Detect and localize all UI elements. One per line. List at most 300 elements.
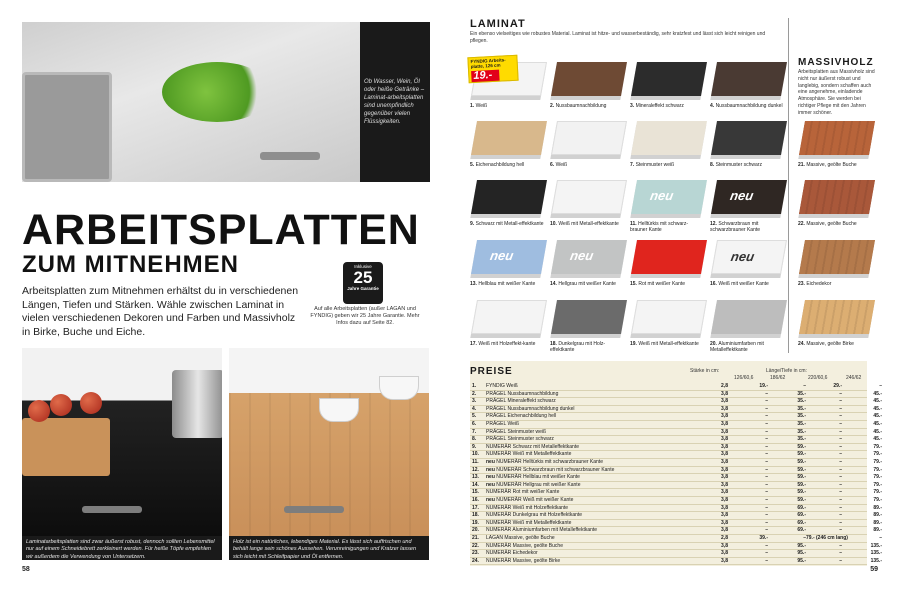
row-product: PRÄGEL Nussbaumnachbildung	[486, 390, 559, 397]
row-price-186: 69.-	[797, 512, 806, 519]
row-price-126: 19.-	[759, 383, 768, 389]
laminat-swatch	[710, 300, 784, 354]
laminat-swatch	[710, 121, 784, 168]
row-price-186: 35.-	[797, 405, 806, 412]
row-product: PRÄGEL Eichenachbildung hell	[486, 413, 557, 420]
swatch-tile	[799, 121, 875, 155]
row-staerke: 3,8	[721, 527, 728, 534]
swatch-tile	[631, 180, 707, 214]
row-price-126: –	[765, 497, 768, 503]
row-staerke: 3,8	[721, 497, 728, 503]
row-price-126: –	[765, 443, 768, 450]
row-staerke: 2,8	[721, 535, 728, 541]
swatch-tile	[631, 62, 707, 96]
row-price-186: –	[803, 535, 806, 541]
row-price-220: –	[839, 519, 842, 526]
row-price-220: –	[839, 504, 842, 511]
row-price-246: 45.-	[873, 390, 882, 397]
row-product: NUMERÄR Eichedekor	[486, 550, 538, 557]
swatch-tile	[799, 240, 875, 274]
swatch-tile	[799, 300, 875, 334]
drawer-handle	[284, 506, 344, 513]
intro-text: Arbeitsplatten zum Mitnehmen erhältst du in verschiedenen Längen, Tiefen und Stärken. Wähle zwischen Laminat in vielen verschiedenen Dekoren und Farben und Massivholz in Birke, Buche und Eiche.	[22, 285, 299, 338]
row-number: 8.	[472, 436, 477, 443]
row-staerke: 3,8	[721, 390, 728, 397]
apple-image	[28, 400, 50, 422]
row-price-220: 79.- (246 cm lang)	[806, 535, 848, 541]
swatch-label: 24. Massive, geölte Birke	[798, 341, 854, 347]
row-price-126: –	[765, 489, 768, 496]
price-row	[470, 398, 882, 406]
row-price-246: 45.-	[873, 413, 882, 420]
price-tag-name: FYNDIG Arbeits-platte, 126 cm	[470, 57, 506, 70]
swatch-label: 14. Hellgrau mit weißer Kante	[550, 281, 616, 287]
laminat-description: Ein ebenso vielseitiges wie robustes Material. Laminat ist hitze- und wasserbeständig, sehr kratzfest und lässt sich leicht reinigen und pflegen.	[470, 31, 766, 44]
swatch-tile	[471, 300, 547, 334]
laminat-swatch	[630, 180, 704, 234]
row-staerke: 3,8	[721, 443, 728, 450]
row-price-220: –	[839, 436, 842, 443]
row-price-220: –	[839, 390, 842, 397]
guarantee-number: 25	[353, 268, 373, 287]
row-price-246: 135.-	[870, 542, 882, 549]
row-product: PRÄGEL Mineraleffekt schwarz	[486, 398, 556, 405]
swatch-tile	[711, 300, 787, 334]
row-price-186: 95.-	[797, 542, 806, 549]
swatch-tile	[471, 121, 547, 155]
row-price-126: –	[765, 405, 768, 412]
price-row	[470, 527, 882, 535]
price-row	[470, 512, 882, 520]
row-price-126: –	[765, 557, 768, 564]
row-number: 5.	[472, 413, 477, 420]
row-price-186: 69.-	[797, 519, 806, 526]
row-price-246: –	[879, 535, 882, 541]
row-product: neu NUMERÄR Schwarzbraun mit schwarzbrauner Kante	[486, 466, 615, 473]
swatch-tile	[711, 240, 787, 274]
row-price-186: 59.-	[797, 497, 806, 503]
row-price-246: 79.-	[873, 474, 882, 481]
row-product: NUMERÄR Weiß mit Metalleffektkante	[486, 519, 572, 526]
row-number: 22.	[472, 542, 479, 549]
row-product: NUMERÄR Massive, geölte Birke	[486, 557, 561, 564]
laminat-swatch	[470, 180, 544, 227]
row-price-220: –	[839, 451, 842, 458]
massivholz-swatch	[798, 121, 872, 168]
price-row	[470, 413, 882, 421]
row-price-126: 39.-	[759, 535, 768, 541]
row-staerke: 3,8	[721, 512, 728, 519]
guarantee-label: Jahre Garantie	[347, 286, 379, 291]
page-number-left: 58	[22, 566, 30, 573]
row-price-186: 35.-	[797, 421, 806, 427]
laminat-swatch	[470, 57, 544, 109]
row-price-246: 45.-	[873, 428, 882, 435]
swatch-label: 13. Hellblau mit weißer Kante	[470, 281, 536, 287]
row-staerke: 3,8	[721, 474, 728, 481]
laminat-swatch	[550, 240, 624, 287]
row-price-186: 35.-	[797, 398, 806, 405]
row-price-126: –	[765, 519, 768, 526]
row-price-126: –	[765, 474, 768, 481]
row-price-246: 79.-	[873, 481, 882, 488]
row-price-220: –	[839, 459, 842, 465]
row-staerke: 3,8	[721, 436, 728, 443]
row-staerke: 3,8	[721, 504, 728, 511]
row-price-220: –	[839, 443, 842, 450]
row-staerke: 3,8	[721, 421, 728, 427]
row-price-220: –	[839, 466, 842, 473]
header-col-4: 246/62	[846, 375, 862, 381]
black-countertop-photo	[22, 348, 222, 536]
swatch-label: 15. Rot mit weißer Kante	[630, 281, 686, 287]
sink-caption-box	[360, 22, 430, 182]
laminat-swatch	[710, 180, 784, 234]
swatch-label: 5. Eichenachbildung hell	[470, 162, 525, 168]
row-price-246: 79.-	[873, 459, 882, 465]
row-price-186: 95.-	[797, 557, 806, 564]
cutting-board	[22, 418, 110, 476]
swatch-tile	[471, 240, 547, 274]
row-number: 21.	[472, 535, 479, 541]
row-price-246: 89.-	[873, 504, 882, 511]
laminat-swatch	[550, 300, 624, 354]
drawer-handle	[82, 506, 142, 513]
row-staerke: 3,8	[721, 481, 728, 488]
row-number: 6.	[472, 421, 477, 427]
row-price-246: 135.-	[870, 550, 882, 557]
price-row	[470, 535, 882, 543]
price-row	[470, 550, 882, 558]
fyndig-price-tag	[467, 55, 518, 84]
swatch-label: 12. Schwarzbraun mit schwarzbrauner Kante	[710, 221, 761, 234]
laminat-swatch	[710, 240, 784, 287]
row-price-246: 79.-	[873, 489, 882, 496]
row-staerke: 3,8	[721, 519, 728, 526]
swatch-label: 23. Eichedekor	[798, 281, 832, 287]
row-product: FYNDIG Weiß	[486, 383, 518, 389]
swatch-label: 3. Mineraleffekt schwarz	[630, 103, 684, 109]
row-product: neu NUMERÄR Hellgrau mit weißer Kante	[486, 481, 581, 488]
guarantee-text: Auf alle Arbeitsplatten (außer LAGAN und FYNDIG) geben wir 25 Jahre Garantie. Mehr Infos dazu auf Seite 82.	[310, 306, 420, 327]
row-number: 11.	[472, 459, 479, 465]
row-staerke: 3,8	[721, 398, 728, 405]
header-col-3: 220/60,6	[808, 375, 828, 381]
row-price-126: –	[765, 390, 768, 397]
row-price-186: 69.-	[797, 504, 806, 511]
row-number: 4.	[472, 405, 477, 412]
row-number: 20.	[472, 527, 479, 534]
row-staerke: 3,8	[721, 459, 728, 465]
teacup	[379, 376, 419, 400]
sink-caption: Ob Wasser, Wein, Öl oder heiße Getränke – Laminat-arbeitsplatten sind unempfindlich gegenüber vielen Flüssigkeiten.	[364, 79, 425, 126]
row-price-126: –	[765, 459, 768, 465]
row-staerke: 2,8	[721, 383, 728, 389]
laminat-title: LAMINAT	[470, 18, 526, 30]
row-price-246: 45.-	[873, 421, 882, 427]
row-price-126: –	[765, 398, 768, 405]
swatch-tile	[711, 121, 787, 155]
swatch-label: 1. Weiß	[470, 103, 488, 109]
row-price-126: –	[765, 466, 768, 473]
swatch-label: 10. Weiß mit Metall-effektkante	[550, 221, 619, 227]
price-row	[470, 557, 882, 566]
row-price-186: 59.-	[797, 459, 806, 465]
row-price-246: 45.-	[873, 436, 882, 443]
row-price-186: 35.-	[797, 390, 806, 397]
price-row	[470, 497, 882, 505]
price-tag-value: 19.-	[471, 70, 500, 82]
row-price-246: –	[879, 383, 882, 389]
swatch-label: 7. Steinmuster weiß	[630, 162, 675, 168]
apple-image	[80, 392, 102, 414]
swatch-tile	[711, 62, 787, 96]
row-number: 17.	[472, 504, 479, 511]
row-staerke: 3,8	[721, 550, 728, 557]
row-price-126: –	[765, 451, 768, 458]
row-price-186: 95.-	[797, 550, 806, 557]
row-price-126: –	[765, 527, 768, 534]
header-staerke: Stärke in cm:	[690, 368, 720, 374]
header-col-2: 186/62	[770, 375, 786, 381]
row-price-246: 79.-	[873, 497, 882, 503]
laminat-swatch	[550, 180, 624, 227]
row-price-126: –	[765, 542, 768, 549]
row-price-246: 45.-	[873, 405, 882, 412]
swatch-label: 17. Weiß mit Holzeffekt-kante	[470, 341, 536, 347]
swatch-tile	[799, 180, 875, 214]
lettuce-image	[162, 62, 272, 122]
row-staerke: 3,8	[721, 428, 728, 435]
row-price-220: –	[839, 497, 842, 503]
row-staerke: 3,8	[721, 489, 728, 496]
row-price-126: –	[765, 413, 768, 420]
row-price-220: –	[839, 474, 842, 481]
row-price-126: –	[765, 481, 768, 488]
row-number: 13.	[472, 474, 479, 481]
row-number: 24.	[472, 557, 479, 564]
row-price-220: –	[839, 413, 842, 420]
row-product: PRÄGEL Nussbaumnachbildung dunkel	[486, 405, 575, 412]
row-price-126: –	[765, 550, 768, 557]
price-row	[470, 421, 882, 429]
swatch-label: 6. Weiß	[550, 162, 568, 168]
row-staerke: 3,8	[721, 542, 728, 549]
row-number: 23.	[472, 550, 479, 557]
row-staerke: 3,8	[721, 405, 728, 412]
massivholz-swatch	[798, 240, 872, 287]
row-price-246: 79.-	[873, 451, 882, 458]
page-number-right: 59	[870, 566, 878, 573]
row-price-126: –	[765, 504, 768, 511]
swatch-tile	[711, 180, 787, 214]
swatch-label: 21. Massive, geölte Buche	[798, 162, 857, 168]
row-number: 19.	[472, 519, 479, 526]
swatch-label: 22. Massive, geölte Buche	[798, 221, 857, 227]
column-divider	[788, 18, 789, 353]
neu-badge: neu	[648, 188, 675, 203]
row-price-186: 35.-	[797, 413, 806, 420]
row-product: NUMERÄR Rot mit weißer Kante	[486, 489, 560, 496]
header-col-1: 126/60,6	[734, 375, 754, 381]
swatch-tile	[631, 300, 707, 334]
apple-image	[50, 394, 72, 416]
row-price-186: 69.-	[797, 527, 806, 534]
laminat-swatch	[630, 62, 704, 109]
row-product: NUMERÄR Massive, geölte Buche	[486, 542, 563, 549]
row-price-186: 35.-	[797, 436, 806, 443]
row-product: NUMERÄR Weiß mit Holzeffektkante	[486, 504, 569, 511]
row-price-220: –	[839, 542, 842, 549]
laminat-swatch	[470, 121, 544, 168]
row-price-246: 45.-	[873, 398, 882, 405]
row-price-186: 59.-	[797, 474, 806, 481]
massivholz-swatch	[798, 300, 872, 347]
row-product: neu NUMERÄR Weiß mit weißer Kante	[486, 497, 574, 503]
row-price-186: –	[803, 383, 806, 389]
row-price-126: –	[765, 436, 768, 443]
row-price-220: –	[839, 512, 842, 519]
row-price-220: –	[839, 550, 842, 557]
price-row	[470, 474, 882, 482]
swatch-label: 11. Helltürkis mit schwarz-brauner Kante	[630, 221, 689, 234]
swatch-tile	[631, 121, 707, 155]
laminat-swatch	[630, 300, 704, 347]
price-row	[470, 383, 882, 391]
row-number: 7.	[472, 428, 477, 435]
teacup	[319, 398, 359, 422]
row-product: NUMERÄR Schwarz mit Metalleffektkante	[486, 443, 579, 450]
row-number: 15.	[472, 489, 479, 496]
row-price-186: 59.-	[797, 481, 806, 488]
row-price-246: 89.-	[873, 527, 882, 534]
row-number: 18.	[472, 512, 479, 519]
row-staerke: 3,8	[721, 466, 728, 473]
row-product: NUMERÄR Dunkelgrau mit Holzeffektkante	[486, 512, 583, 519]
row-staerke: 3,8	[721, 413, 728, 420]
row-number: 9.	[472, 443, 477, 450]
drawer-handle	[260, 152, 320, 160]
row-number: 2.	[472, 390, 477, 397]
row-number: 3.	[472, 398, 477, 405]
row-price-220: –	[839, 527, 842, 534]
row-price-126: –	[765, 512, 768, 519]
row-number: 14.	[472, 481, 479, 488]
neu-badge: neu	[568, 248, 595, 263]
kitchen-sink-photo	[22, 22, 360, 182]
laminat-swatch	[630, 121, 704, 168]
swatch-label: 2. Nussbaumnachbildung	[550, 103, 607, 109]
laminat-swatch	[550, 62, 624, 109]
swatch-label: 20. Aluminiumfarben mit Metalleffektkante	[710, 341, 764, 354]
laminat-swatch	[470, 300, 544, 347]
swatch-label: 18. Dunkelgrau mit Holz-effektkante	[550, 341, 606, 354]
swatch-tile	[471, 180, 547, 214]
page-title: ARBEITSPLATTEN	[22, 206, 420, 254]
row-number: 12.	[472, 466, 479, 473]
row-price-126: –	[765, 428, 768, 435]
swatch-label: 19. Weiß mit Metall-effektkante	[630, 341, 699, 347]
neu-badge: neu	[728, 188, 755, 203]
caption-black: Laminatarbeitsplatten sind zwar äußerst robust, dennoch sollten Lebensmittel nur auf einem Schneidebrett zerkleinert werden. Für heiße Töpfe empfehlen wir außerdem die Verwendung von Untersetzern.	[26, 539, 215, 560]
row-price-246: 135.-	[870, 557, 882, 564]
row-product: neu NUMERÄR Hellblau mit weißer Kante	[486, 474, 580, 481]
swatch-tile	[551, 121, 627, 155]
swatch-tile	[551, 240, 627, 274]
row-product: PRÄGEL Steinmuster schwarz	[486, 436, 554, 443]
row-product: neu NUMERÄR Helltürkis mit schwarzbrauner Kante	[486, 459, 603, 465]
row-price-220: 29.-	[833, 383, 842, 389]
header-laenge: Länge/Tiefe in cm:	[766, 368, 807, 374]
price-row	[470, 451, 882, 459]
swatch-label: 16. Weiß mit weißer Kante	[710, 281, 769, 287]
right-page	[450, 0, 900, 592]
row-price-220: –	[839, 557, 842, 564]
neu-badge: neu	[488, 248, 515, 263]
neu-badge: neu	[729, 249, 756, 264]
massivholz-description: Arbeitsplatten aus Massivholz sind nicht nur äußerst robust und langlebig, sondern schaffen auch eine angenehme, einladende Atmosphäre. Sie werden bei richtiger Pflege mit den Jahren immer schöner.	[798, 69, 875, 116]
row-price-220: –	[839, 489, 842, 496]
cooking-pot	[172, 370, 222, 438]
swatch-tile	[551, 62, 627, 96]
caption-wood: Holz ist ein natürliches, lebendiges Material. Es lässt sich auffrischen und behält lange sein schönes Aussehen. Verunreinigungen und Kratzer lassen sich leicht mit Schleifpapier und Öl entfernen.	[233, 539, 417, 560]
swatch-label: 8. Steinmuster schwarz	[710, 162, 762, 168]
row-product: LAGAN Massive, geölte Buche	[486, 535, 555, 541]
guarantee-badge	[343, 262, 383, 304]
row-product: PRÄGEL Weiß	[486, 421, 520, 427]
laminat-swatch	[470, 240, 544, 287]
row-price-186: 59.-	[797, 443, 806, 450]
laminat-swatch	[630, 240, 704, 287]
row-price-186: 59.-	[797, 489, 806, 496]
row-price-220: –	[839, 428, 842, 435]
swatch-label: 4. Nussbaumnachbildung dunkel	[710, 103, 783, 109]
row-price-246: 79.-	[873, 466, 882, 473]
row-price-246: 89.-	[873, 519, 882, 526]
swatch-tile	[551, 300, 627, 334]
swatch-label: 9. Schwarz mit Metall-effektkante	[470, 221, 544, 227]
laminat-swatch	[550, 121, 624, 168]
row-price-126: –	[765, 421, 768, 427]
row-price-186: 59.-	[797, 451, 806, 458]
row-number: 1.	[472, 383, 477, 389]
price-row	[470, 436, 882, 444]
row-product: NUMERÄR Aluminiumfarben mit Metalleffektkante	[486, 527, 598, 534]
caption-wood-box	[229, 536, 429, 560]
guarantee-small: Inklusive	[354, 264, 372, 269]
row-price-220: –	[839, 405, 842, 412]
swatch-tile	[551, 180, 627, 214]
caption-black-box	[22, 536, 222, 560]
row-price-220: –	[839, 481, 842, 488]
row-price-246: 79.-	[873, 443, 882, 450]
massivholz-swatch	[798, 180, 872, 227]
row-product: PRÄGEL Steinmuster weiß	[486, 428, 547, 435]
row-number: 16.	[472, 497, 479, 503]
row-price-186: 35.-	[797, 428, 806, 435]
wood-countertop-photo	[229, 348, 429, 536]
row-price-186: 59.-	[797, 466, 806, 473]
massivholz-title: MASSIVHOLZ	[798, 57, 874, 68]
row-staerke: 3,8	[721, 451, 728, 458]
price-row	[470, 489, 882, 497]
preise-title: PREISE	[470, 366, 513, 377]
page-subtitle: ZUM MITNEHMEN	[22, 251, 239, 278]
swatch-tile	[631, 240, 707, 274]
price-row	[470, 459, 882, 467]
sink-basin	[22, 72, 112, 182]
row-number: 10.	[472, 451, 479, 458]
